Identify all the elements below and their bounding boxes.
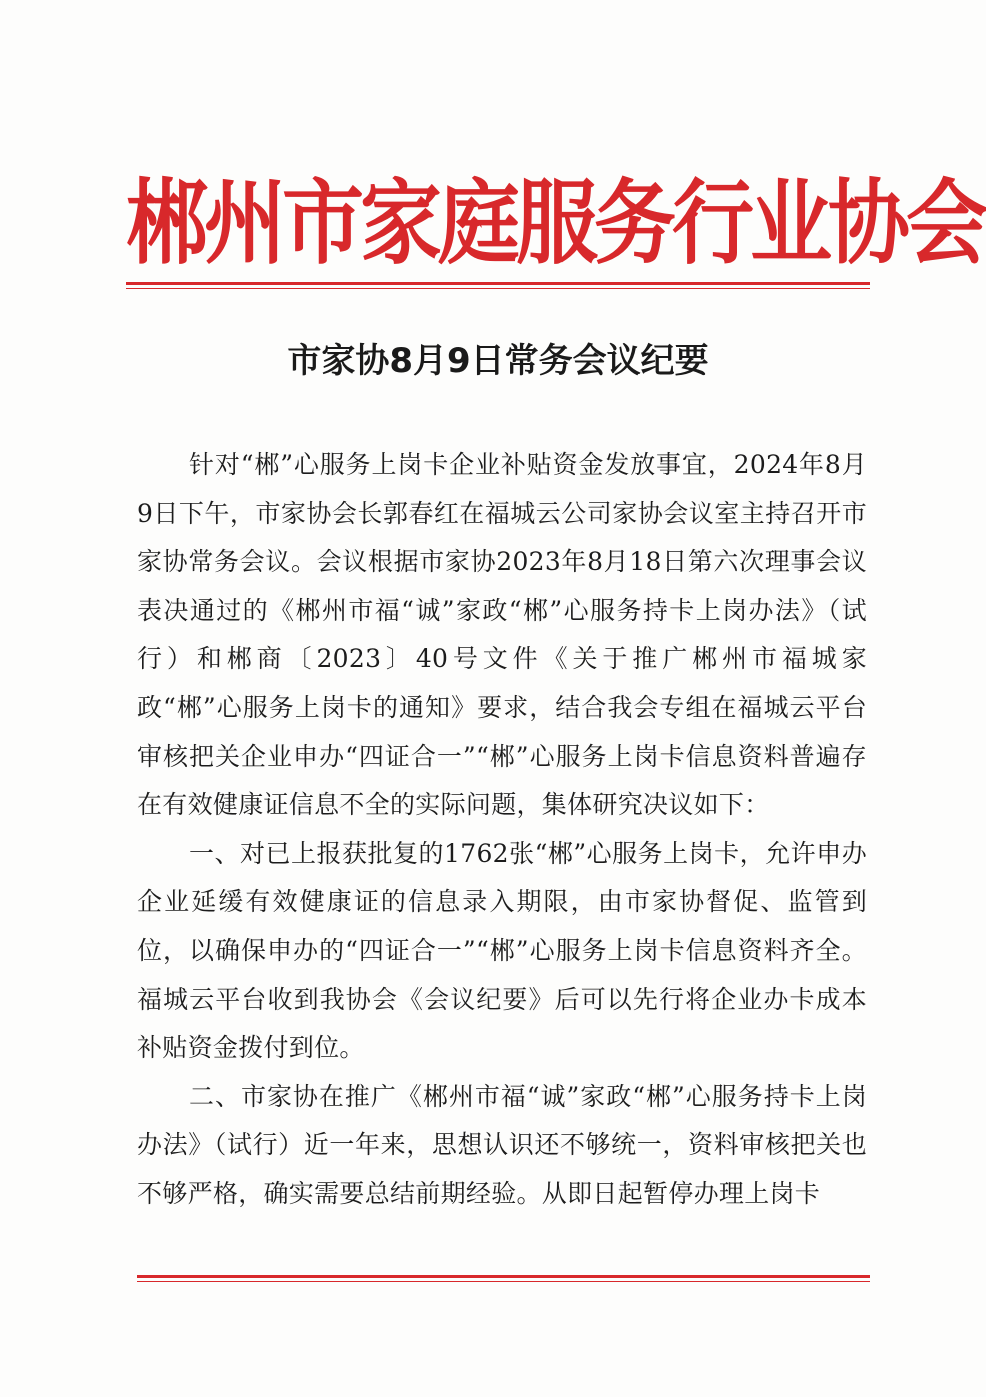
- paragraph-item-2: 二、市家协在推广《郴州市福“诚”家政“郴”心服务持卡上岗办法》（试行）近一年来，思想认识还不够统一，资料审核把关也不够严格，确实需要总结前期经验。从即日起暂停办理上岗卡: [137, 1081, 867, 1208]
- letterhead-org-name: 郴州市家庭服务行业协会: [126, 171, 985, 278]
- footer-divider-thin: [137, 1281, 870, 1282]
- footer-divider: [137, 1275, 870, 1278]
- document-title: 市家协8月9日常务会议纪要: [287, 341, 709, 381]
- letterhead-divider-thin: [126, 288, 870, 289]
- paragraph-item-1: 一、对已上报获批复的1762张“郴”心服务上岗卡，允许申办企业延缓有效健康证的信息录入期限，由市家协督促、监管到位，以确保申办的“四证合一”“郴”心服务上岗卡信息资料齐全。福城云平台收到我协会《会议纪要》后可以先行将企业办卡成本补贴资金拨付到位。: [137, 838, 867, 1063]
- letterhead-divider: [126, 282, 870, 285]
- paragraph-intro: 针对“郴”心服务上岗卡企业补贴资金发放事宜，2024年8月9日下午，市家协会长郭春红在福城云公司家协会议室主持召开市家协常务会议。会议根据市家协2023年8月18日第六次理事会议表决通过的《郴州市福“诚”家政“郴”心服务持卡上岗办法》（试行）和郴商〔2023〕40号文件《关于推广郴州市福城家政“郴”心服务上岗卡的通知》要求，结合我会专组在福城云平台审核把关企业申办“四证合一”“郴”心服务上岗卡信息资料普遍存在有效健康证信息不全的实际问题，集体研究决议如下：: [137, 450, 867, 820]
- document-body: [137, 441, 867, 1219]
